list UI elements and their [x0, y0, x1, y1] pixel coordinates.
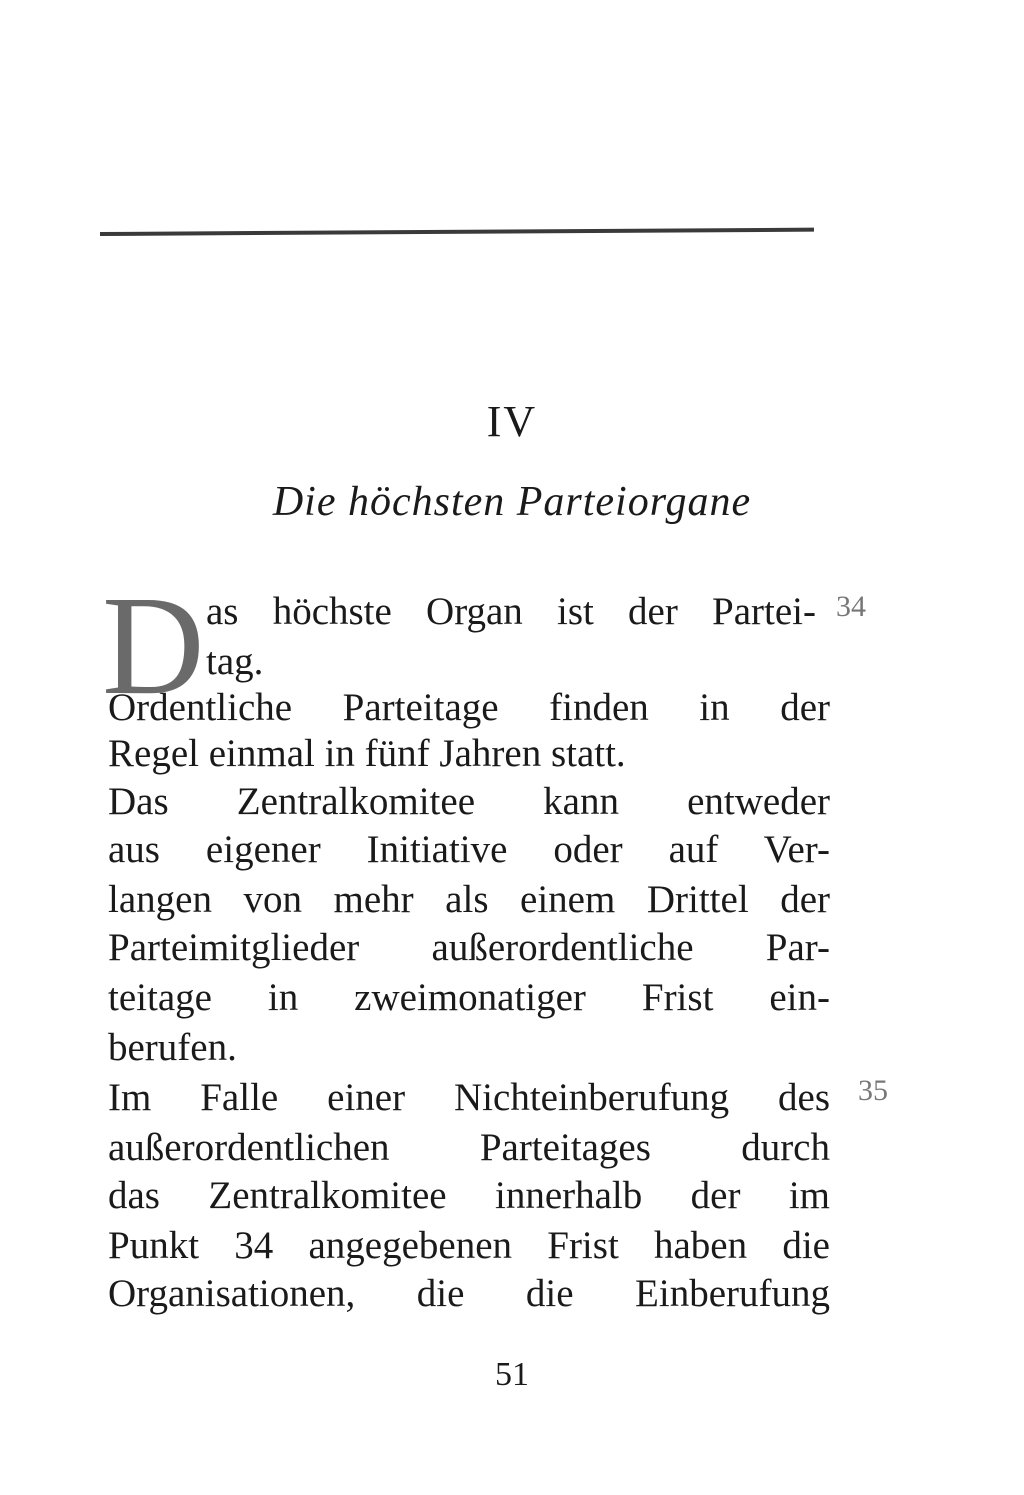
- text-line: Parteimitglieder außerordentliche Par-: [108, 926, 830, 969]
- text-line: das Zentralkomitee innerhalb der im: [108, 1174, 830, 1217]
- text-line: außerordentlichen Parteitages durch: [108, 1126, 830, 1169]
- drop-cap: D: [102, 566, 205, 724]
- text-line: Regel einmal in fünf Jahren statt.: [108, 732, 626, 775]
- chapter-number: IV: [486, 397, 538, 446]
- chapter-title: Die höchsten Parteiorgane: [272, 479, 752, 525]
- text-line: aus eigener Initiative oder auf Ver-: [108, 828, 830, 871]
- page-number: 51: [495, 1356, 529, 1393]
- text-line: Ordentliche Parteitage finden in der: [108, 686, 830, 729]
- text-line: teitage in zweimonatiger Frist ein-: [108, 976, 830, 1019]
- text-line: langen von mehr als einem Drittel der: [108, 878, 830, 921]
- text-line: Im Falle einer Nichteinberufung des: [108, 1076, 830, 1119]
- text-line: Punkt 34 angegebenen Frist haben die: [108, 1224, 830, 1267]
- text-line: berufen.: [108, 1026, 237, 1069]
- text-line: as höchste Organ ist der Partei-: [206, 590, 816, 633]
- text-line: tag.: [206, 640, 264, 683]
- text-line: Organisationen, die die Einberufung: [108, 1272, 830, 1315]
- top-rule: [100, 228, 814, 236]
- text-line: Das Zentralkomitee kann entweder: [108, 780, 830, 823]
- margin-number: 35: [858, 1074, 888, 1107]
- margin-number: 34: [836, 590, 866, 623]
